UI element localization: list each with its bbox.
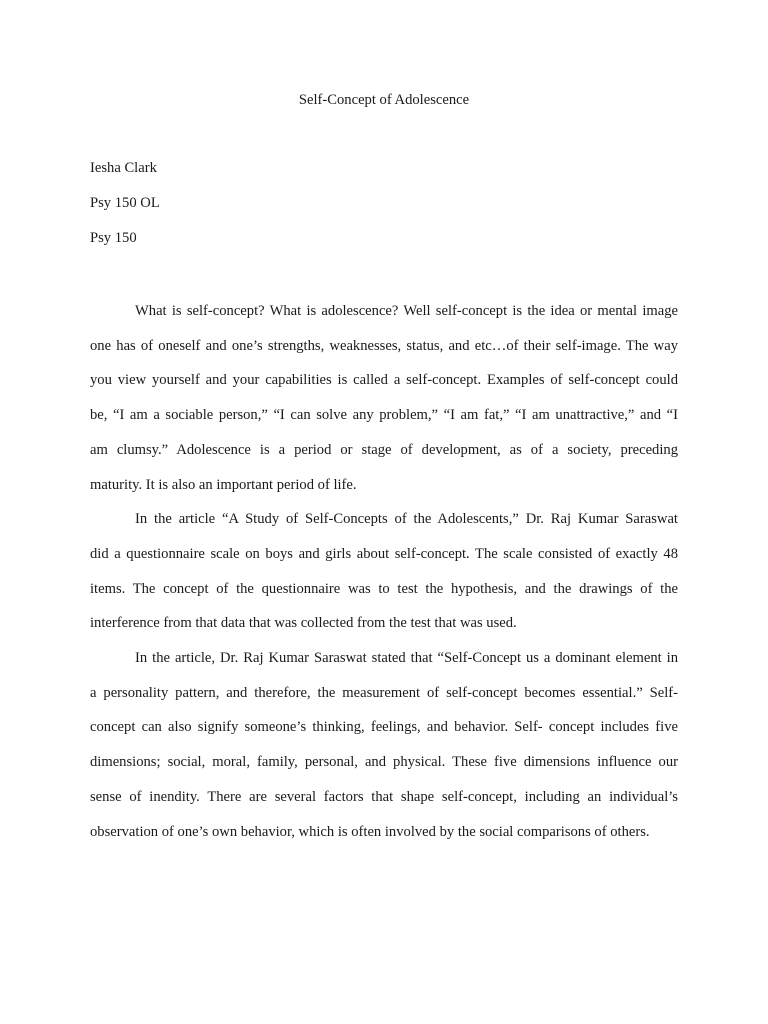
paragraph-line: one has of oneself and one’s strengths, weaknesses, status, and etc…of their self-image. The way: [90, 337, 678, 354]
author-name: Iesha Clark: [90, 160, 157, 176]
paragraph: [90, 294, 678, 502]
paragraph-line: a personality pattern, and therefore, the measurement of self-concept becomes essential.” Self-: [90, 684, 678, 701]
paragraph-line: items. The concept of the questionnaire was to test the hypothesis, and the drawings of the: [90, 580, 678, 597]
paragraph-line: am clumsy.” Adolescence is a period or stage of development, as of a society, preceding: [90, 441, 678, 458]
document-body: [90, 294, 678, 849]
paragraph: [90, 502, 678, 641]
paragraph-line: maturity. It is also an important period of life.: [90, 476, 357, 493]
course-line-1: Psy 150 OL: [90, 195, 160, 211]
paragraph-line: sense of inendity. There are several factors that shape self-concept, including an individual’s: [90, 788, 678, 805]
paragraph-line: dimensions; social, moral, family, personal, and physical. These five dimensions influence our: [90, 754, 678, 771]
course-line-2: Psy 150: [90, 230, 137, 246]
paragraph-line: did a questionnaire scale on boys and girls about self-concept. The scale consisted of exactly 48: [90, 545, 678, 562]
paragraph-line: interference from that data that was collected from the test that was used.: [90, 615, 517, 632]
paragraph-line: In the article “A Study of Self-Concepts of the Adolescents,” Dr. Raj Kumar Saraswat: [135, 511, 678, 528]
paragraph: [90, 641, 678, 849]
paragraph-line: concept can also signify someone’s thinking, feelings, and behavior. Self- concept includes five: [90, 719, 678, 736]
paragraph-line: In the article, Dr. Raj Kumar Saraswat stated that “Self-Concept us a dominant element in: [135, 650, 678, 667]
paragraph-line: What is self-concept? What is adolescence? Well self-concept is the idea or mental image: [135, 303, 678, 319]
paragraph-line: you view yourself and your capabilities is called a self-concept. Examples of self-concept could: [90, 372, 678, 389]
document-title: Self-Concept of Adolescence: [298, 92, 470, 108]
paragraph-line: be, “I am a sociable person,” “I can solve any problem,” “I am fat,” “I am unattractive,” and “I: [90, 407, 678, 424]
paragraph-line: observation of one’s own behavior, which is often involved by the social comparisons of others.: [90, 823, 650, 840]
